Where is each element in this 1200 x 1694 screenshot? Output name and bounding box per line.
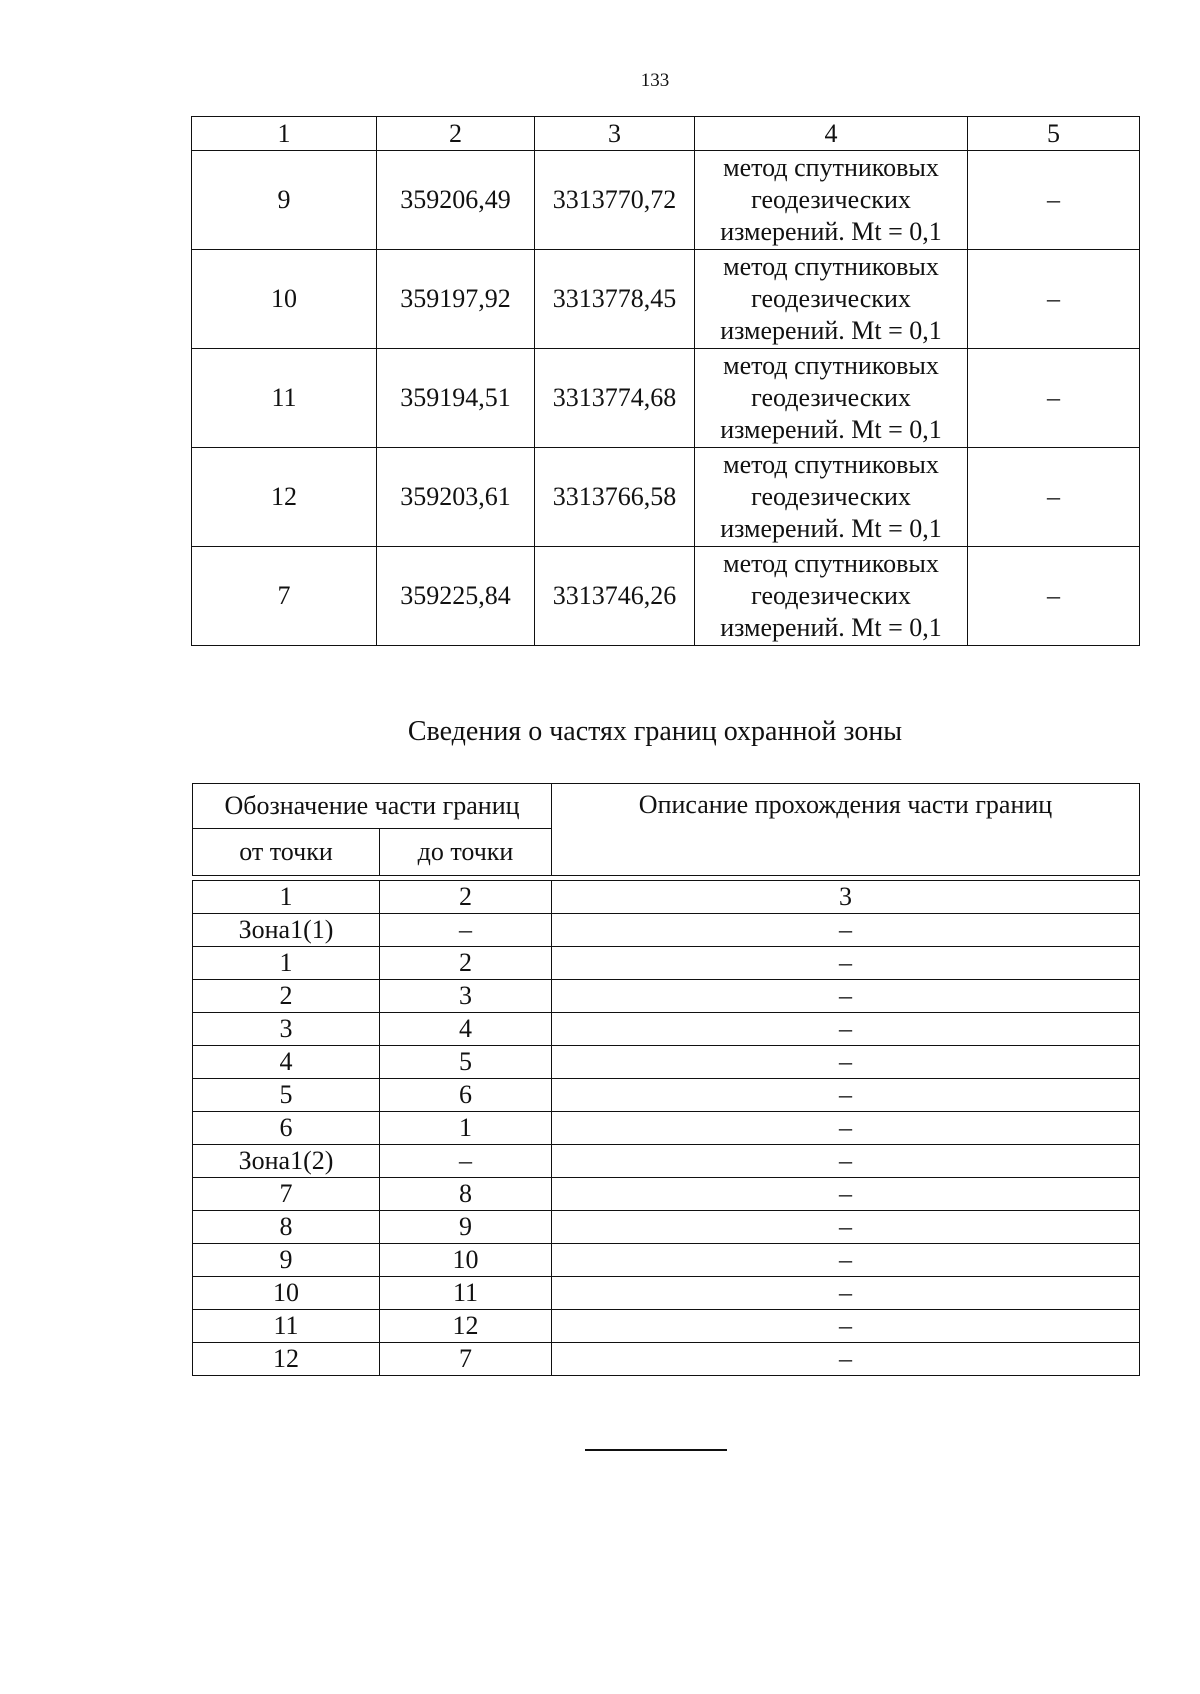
coordinate-x: 359194,51 <box>377 349 535 448</box>
note: – <box>968 250 1140 349</box>
from-point: 3 <box>193 1013 380 1046</box>
column-number-1: 1 <box>193 881 380 914</box>
determination-method: метод спутниковых геодезических измерений. Mt = 0,1 <box>695 250 968 349</box>
boundary-parts-header <box>192 783 1140 876</box>
to-point: 5 <box>380 1046 552 1079</box>
boundary-description: – <box>552 914 1140 947</box>
boundary-description-header: Описание прохождения части границ <box>552 784 1140 876</box>
boundary-description: – <box>552 1046 1140 1079</box>
table-row <box>193 1013 1140 1046</box>
from-point: 12 <box>193 1343 380 1376</box>
coordinate-y: 3313778,45 <box>535 250 695 349</box>
to-point: 2 <box>380 947 552 980</box>
point-number: 7 <box>192 547 377 646</box>
column-number-3: 3 <box>535 117 695 151</box>
table-row <box>193 1277 1140 1310</box>
from-point: 9 <box>193 1244 380 1277</box>
table-row <box>193 980 1140 1013</box>
coordinates-table <box>191 116 1140 646</box>
to-point: 8 <box>380 1178 552 1211</box>
coordinate-y: 3313770,72 <box>535 151 695 250</box>
column-numbers-row <box>193 881 1140 914</box>
determination-method: метод спутниковых геодезических измерений. Mt = 0,1 <box>695 349 968 448</box>
table-row <box>193 1244 1140 1277</box>
to-point: 7 <box>380 1343 552 1376</box>
table-row <box>193 1046 1140 1079</box>
coordinates-table-header-row <box>192 117 1140 151</box>
table-row <box>193 1145 1140 1178</box>
to-point: – <box>380 914 552 947</box>
determination-method: метод спутниковых геодезических измерений. Mt = 0,1 <box>695 448 968 547</box>
from-point: 2 <box>193 980 380 1013</box>
from-point: 11 <box>193 1310 380 1343</box>
point-number: 9 <box>192 151 377 250</box>
from-point: 5 <box>193 1079 380 1112</box>
to-point: 10 <box>380 1244 552 1277</box>
note: – <box>968 448 1140 547</box>
from-point: 6 <box>193 1112 380 1145</box>
from-point: 8 <box>193 1211 380 1244</box>
from-point: Зона1(1) <box>193 914 380 947</box>
note: – <box>968 349 1140 448</box>
boundary-description: – <box>552 1277 1140 1310</box>
boundary-description: – <box>552 1013 1140 1046</box>
table-row <box>193 947 1140 980</box>
from-point: 4 <box>193 1046 380 1079</box>
boundary-description: – <box>552 1079 1140 1112</box>
point-number: 12 <box>192 448 377 547</box>
coordinate-x: 359197,92 <box>377 250 535 349</box>
table-row <box>193 1343 1140 1376</box>
point-number: 10 <box>192 250 377 349</box>
determination-method: метод спутниковых геодезических измерений. Mt = 0,1 <box>695 151 968 250</box>
to-point: 1 <box>380 1112 552 1145</box>
note: – <box>968 547 1140 646</box>
from-point: Зона1(2) <box>193 1145 380 1178</box>
column-number-2: 2 <box>377 117 535 151</box>
to-point: 3 <box>380 980 552 1013</box>
boundary-description: – <box>552 1343 1140 1376</box>
note: – <box>968 151 1140 250</box>
column-number-4: 4 <box>695 117 968 151</box>
table-row <box>192 250 1140 349</box>
header-row-top <box>193 784 1140 829</box>
column-number-5: 5 <box>968 117 1140 151</box>
point-number: 11 <box>192 349 377 448</box>
column-number-2: 2 <box>380 881 552 914</box>
to-point: 11 <box>380 1277 552 1310</box>
coordinate-x: 359203,61 <box>377 448 535 547</box>
to-point-header: до точки <box>380 829 552 876</box>
table-row <box>193 1079 1140 1112</box>
page-number: 133 <box>640 70 670 91</box>
table-row <box>193 1112 1140 1145</box>
determination-method: метод спутниковых геодезических измерений. Mt = 0,1 <box>695 547 968 646</box>
to-point: – <box>380 1145 552 1178</box>
to-point: 4 <box>380 1013 552 1046</box>
from-point: 7 <box>193 1178 380 1211</box>
boundary-description: – <box>552 980 1140 1013</box>
coordinate-y: 3313766,58 <box>535 448 695 547</box>
to-point: 9 <box>380 1211 552 1244</box>
boundary-description: – <box>552 947 1140 980</box>
boundary-description: – <box>552 1145 1140 1178</box>
end-divider <box>585 1449 727 1451</box>
boundary-part-designation-header: Обозначение части границ <box>193 784 552 829</box>
coordinate-x: 359225,84 <box>377 547 535 646</box>
from-point: 1 <box>193 947 380 980</box>
to-point: 12 <box>380 1310 552 1343</box>
boundary-description: – <box>552 1244 1140 1277</box>
table-row <box>192 547 1140 646</box>
section-title: Сведения о частях границ охранной зоны <box>407 716 903 747</box>
coordinate-y: 3313746,26 <box>535 547 695 646</box>
boundary-description: – <box>552 1178 1140 1211</box>
table-row <box>193 1178 1140 1211</box>
coordinate-x: 359206,49 <box>377 151 535 250</box>
from-point-header: от точки <box>193 829 380 876</box>
boundary-description: – <box>552 1211 1140 1244</box>
table-row <box>192 151 1140 250</box>
table-row <box>193 914 1140 947</box>
boundary-description: – <box>552 1112 1140 1145</box>
coordinate-y: 3313774,68 <box>535 349 695 448</box>
boundary-parts-table <box>192 880 1140 1376</box>
table-row <box>193 1310 1140 1343</box>
table-row <box>192 448 1140 547</box>
table-row <box>193 1211 1140 1244</box>
from-point: 10 <box>193 1277 380 1310</box>
to-point: 6 <box>380 1079 552 1112</box>
boundary-description: – <box>552 1310 1140 1343</box>
table-row <box>192 349 1140 448</box>
column-number-3: 3 <box>552 881 1140 914</box>
column-number-1: 1 <box>192 117 377 151</box>
